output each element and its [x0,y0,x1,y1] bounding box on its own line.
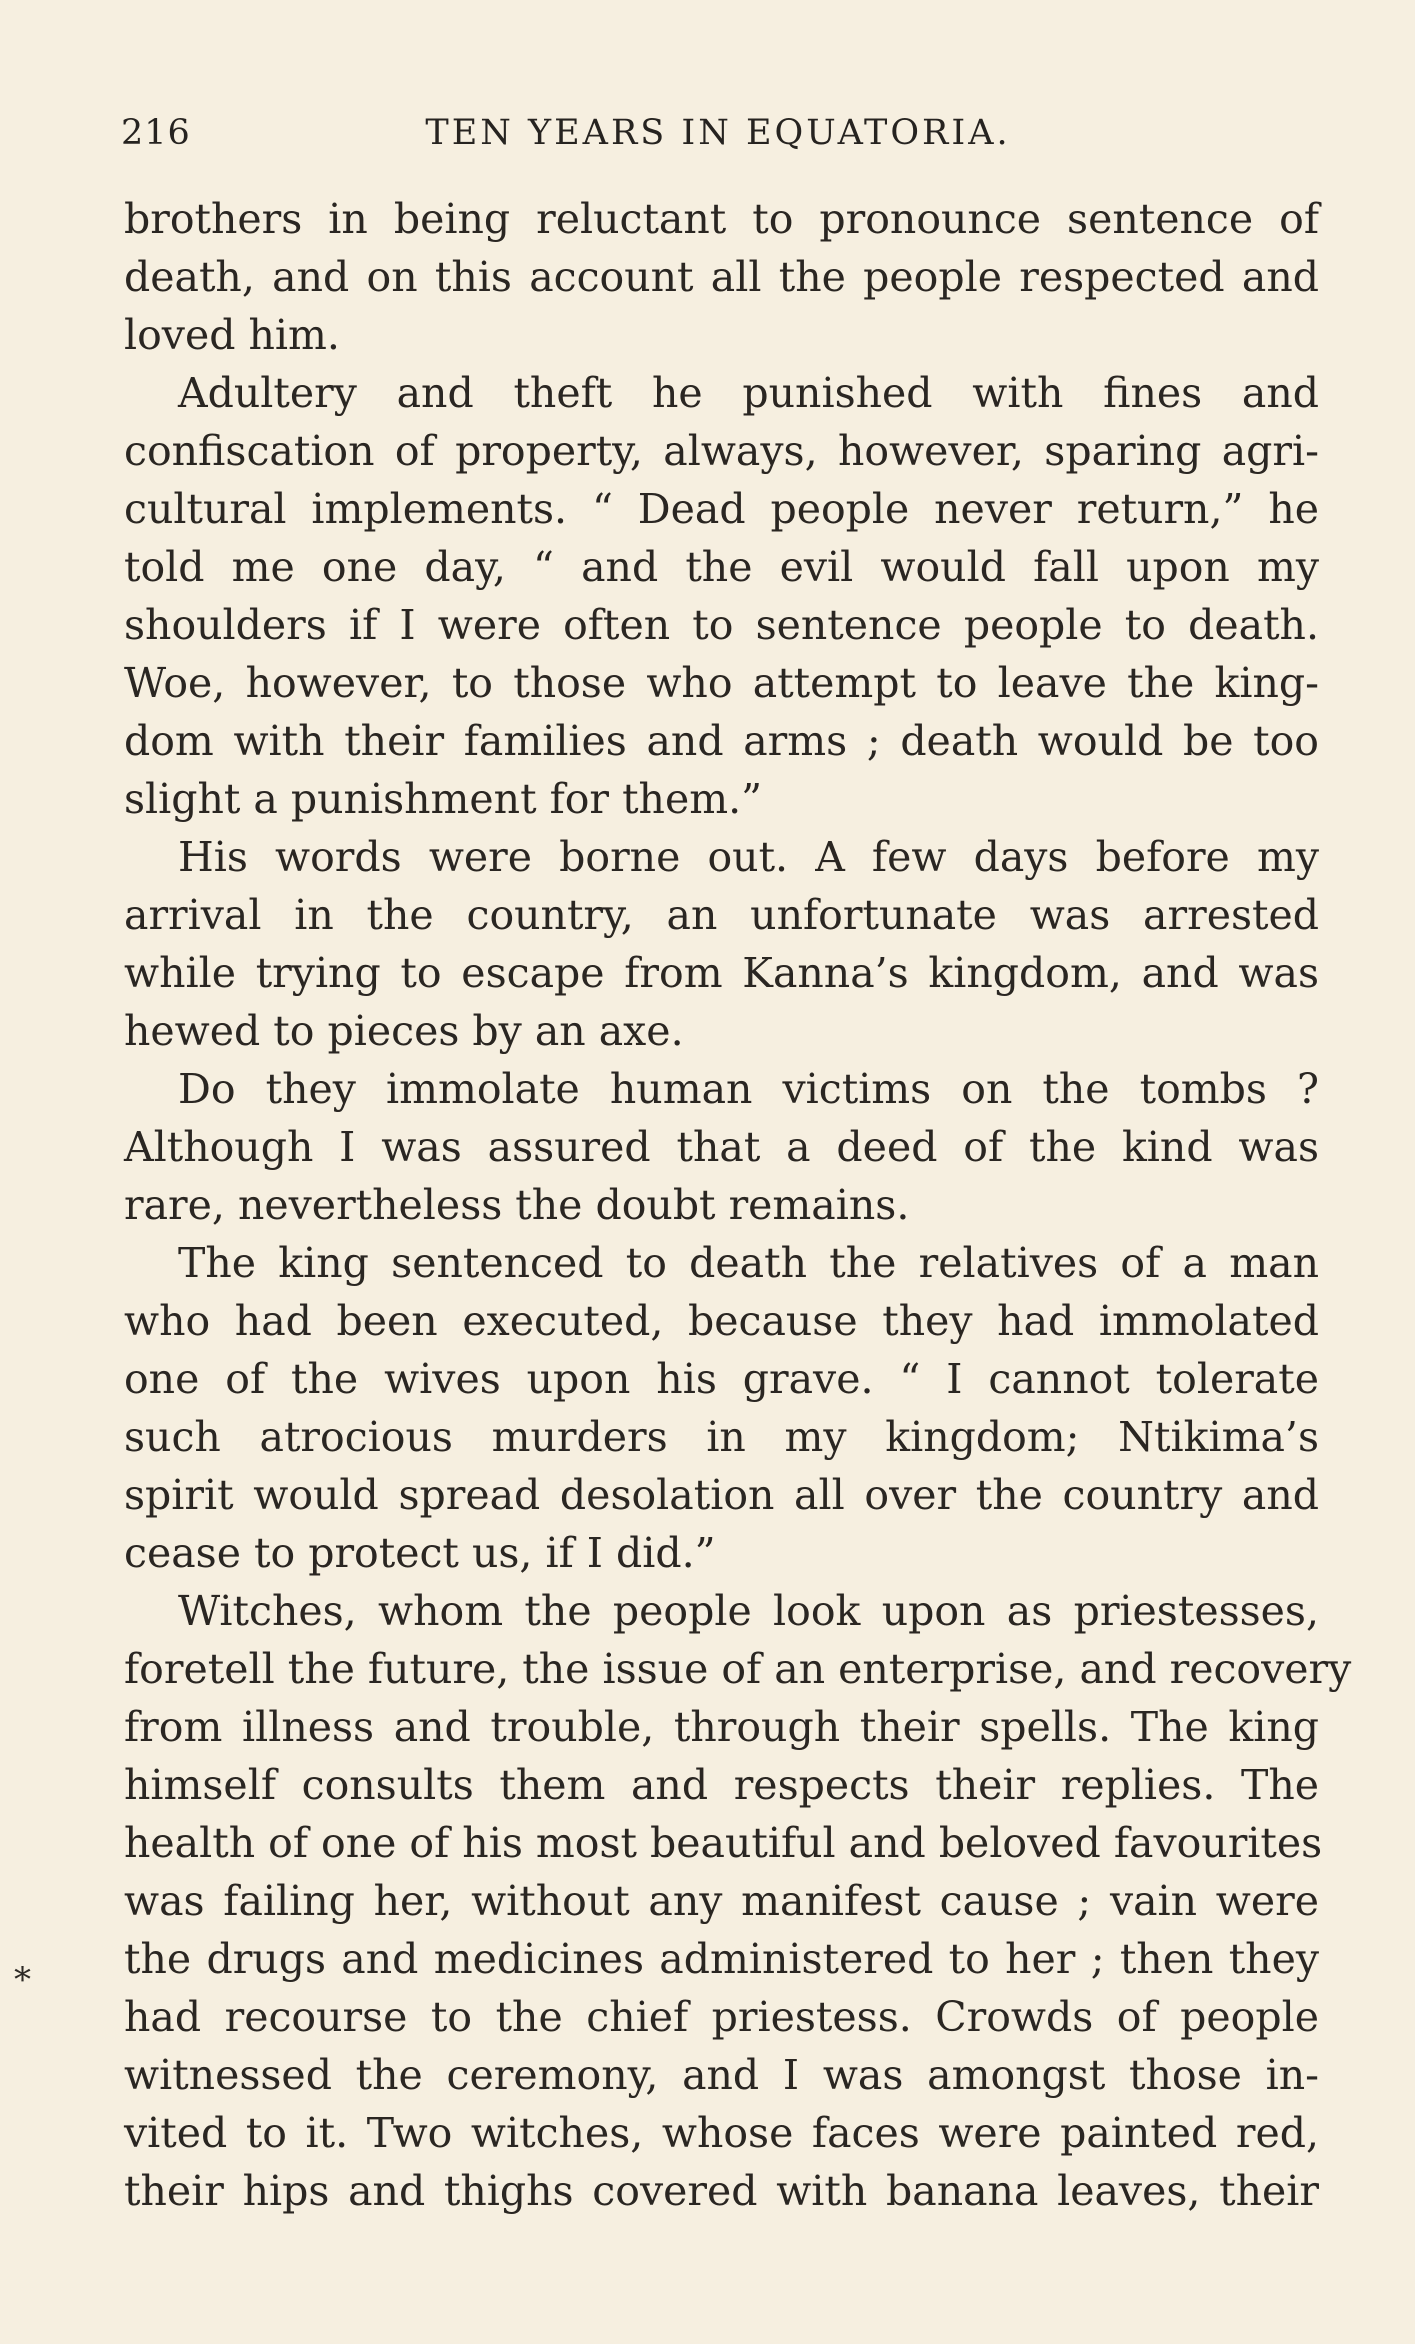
text-line: Although I was assured that a deed of the kind was [124,1123,1319,1171]
text-line: vited to it. Two witches, whose faces were painted red, [124,2109,1319,2157]
text-line: himself consults them and respects their replies. The [124,1761,1319,1809]
text-line: The king sentenced to death the relatives of a man [178,1239,1319,1287]
text-line: such atrocious murders in my kingdom; Ntikima’s [124,1413,1319,1461]
text-line: Woe, however, to those who attempt to leave the king- [124,659,1319,707]
page-header [121,108,1315,158]
text-line: was failing her, without any manifest cause ; vain were [124,1877,1319,1925]
page-number: 216 [121,113,191,153]
text-line: hewed to pieces by an axe. [124,1007,684,1055]
text-line: loved him. [124,311,340,359]
text-line: witnessed the ceremony, and I was amongst those in- [124,2051,1319,2099]
text-line: confiscation of property, always, however, sparing agri- [124,427,1319,475]
margin-mark: * [14,1960,31,2000]
text-line: rare, nevertheless the doubt remains. [124,1181,910,1229]
text-line: had recourse to the chief priestess. Crowds of people [124,1993,1319,2041]
text-line: told me one day, “ and the evil would fall upon my [124,543,1319,591]
text-line: cease to protect us, if I did.” [124,1529,716,1577]
text-line: arrival in the country, an unfortunate was arrested [124,891,1319,939]
text-line: Do they immolate human victims on the tombs ? [178,1065,1319,1113]
running-head: TEN YEARS IN EQUATORIA. [425,113,1011,153]
text-line: health of one of his most beautiful and beloved favourites [124,1819,1323,1867]
text-line: cultural implements. “ Dead people never return,” he [124,485,1319,533]
text-line: dom with their families and arms ; death would be too [124,717,1319,765]
text-line: His words were borne out. A few days before my [178,833,1319,881]
text-line: while trying to escape from Kanna’s kingdom, and was [124,949,1319,997]
text-line: Witches, whom the people look upon as priestesses, [178,1587,1319,1635]
text-line: slight a punishment for them.” [124,775,763,823]
body-text [124,190,1352,2220]
text-line: brothers in being reluctant to pronounce sentence of [124,195,1319,243]
text-line: the drugs and medicines administered to her ; then they [124,1935,1319,1983]
text-line: foretell the future, the issue of an enterprise, and recovery [124,1645,1352,1693]
text-line: Adultery and theft he punished with fines and [178,369,1319,417]
text-line: spirit would spread desolation all over the country and [124,1471,1319,1519]
text-line: shoulders if I were often to sentence people to death. [124,601,1319,649]
text-line: who had been executed, because they had immolated [124,1297,1319,1345]
text-line: from illness and trouble, through their spells. The king [124,1703,1319,1751]
text-line: one of the wives upon his grave. “ I cannot tolerate [124,1355,1319,1403]
text-line: death, and on this account all the people respected and [124,253,1319,301]
text-line: their hips and thighs covered with banana leaves, their [124,2167,1319,2215]
